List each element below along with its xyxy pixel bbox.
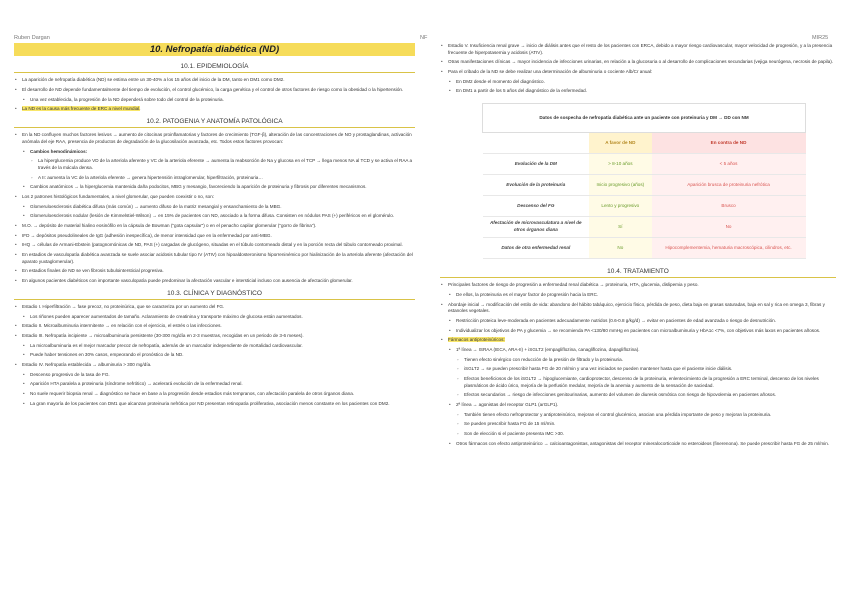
path-anatomic: • Cambios anatómicos → la hiperglucemia mantenida daña podocitos, MBG y mesangio, favoreciendo la aparición de proteinuria y fibrosis por diferentes mecanismos. (14, 184, 415, 191)
table-col-favor: A favor de ND (589, 132, 651, 153)
left-column (14, 58, 415, 410)
screening-dm2: • En DM2 desde el momento del diagnóstico. (440, 79, 836, 86)
tx-glp1-imc: ◦ Son de elección si el paciente presenta IMC >30. (440, 431, 836, 438)
path-ifd: • IFD → depósitos pseudolineales de IgG (adhesión inespecífica), de menor intensidad que en la enfermedad por anti-MBG. (14, 233, 415, 240)
tx-second-line: • 2ª línea → agonistas del receptor GLP1 (arGLP1). (440, 402, 836, 409)
path-ativ: • En estadios de vasculopatía diabética avanzada se suele asociar acidosis tubular tipo IV (ATIV) con hipoaldosteronismo hiporreninémico por hialinización de la arteriola aferente (afectación del aparato yuxtaglomerular). (14, 252, 415, 265)
path-diffuse: • Glomeruloesclerosis diabética difusa (más común) → aumento difuso de la matriz mesangial y ensanchamiento de la MBG. (14, 204, 415, 211)
path-patterns: • Los 2 patrones histológicos fundamentales, a nivel glomerular, que pueden coexistir o no, son: (14, 194, 415, 201)
tx-targets: • Individualizar los objetivos de PA y glucemia → se recomienda PA <130/80 mmHg en pacientes con microalbuminuria y HbA1c <7%, con objetivos más laxos en pacientes añosos. (440, 328, 836, 335)
tx-synergy: ◦ Tienen efecto sinérgico con reducción de la presión de filtrado y la proteinuria. (440, 357, 836, 364)
tx-first-line: • 1ª línea → ISRAA (IECA, ARA-II) + iSGLT2 (empagliflozina, canagliflozina, dapagliflozina). (440, 347, 836, 354)
tx-glp1-fg: ◦ Se pueden prescribir hasta FG de 15 ml/min. (440, 421, 836, 428)
author-name: Ruben Dargan (14, 35, 50, 41)
section-treatment: 10.4. TRATAMIENTO (440, 267, 836, 278)
section-clinical: 10.3. CLÍNICA Y DIAGNÓSTICO (14, 289, 415, 300)
stage-3-marker: • La microalbuminuria es el mejor marcador precoz de nefropatía, además de un marcador independiente de mortalidad cardiovascular. (14, 343, 415, 350)
section-pathogenesis: 10.2. PATOGENIA Y ANATOMÍA PATOLÓGICA (14, 117, 415, 128)
table-caption: Datos de sospecha de nefropatía diabética ante un paciente con proteinuria y DM → DD con NM (483, 103, 806, 132)
epi-factors: • El desarrollo de ND depende fundamentalmente del tiempo de evolución, el control glucémico, la carga genética y el control de otros factores de riesgo como la obesidad o la hipertensión. (14, 87, 415, 94)
header-code: NF (420, 35, 428, 41)
stage-1-detail: • Los riñones pueden aparecer aumentados de tamaño. Aclaramiento de creatinina y transporte máximo de glucosa están aumentados. (14, 314, 415, 321)
stage-4: • Estadio IV. Nefropatía establecida → albuminuria > 300 mg/día. (14, 362, 415, 369)
tx-protein-restriction: • Restricción proteica leve-moderada en pacientes adecuadamente nutridos (0.6-0.8 g/kg/d) → evitar en pacientes de edad avanzada o riesgo de desnutrición. (440, 318, 836, 325)
tx-isglt2-benefits: ◦ Efectos beneficiosos de los iSGLT2 → hipoglucemiante, cardioprotector, descenso de la proteinuria, enlentecimiento de la progresión a ERC terminal, descenso de los niveles plasmáticos de ácido úrico, mejoría de la perfusión medular, mejoría de la anemia y aumento de la sensación de saciedad. (440, 376, 836, 389)
tx-risk-factors: • Principales factores de riesgo de progresión a enfermedad renal diabética → proteinuria, HTA, glucemia, dislipemia y peso. (440, 282, 836, 289)
stage-4-biopsy: • No suele requerir biopsia renal → diagnóstico se hace en base a la progresión desde estadios más tempranos, con afectación paralela de otros órganos diana. (14, 391, 415, 398)
path-mo: • M.O. → depósito de material hialino eosinófilo en la cápsula de Bowman ("gota capsular") o en el penacho capilar glomerular ("gorro de fibrina"). (14, 223, 415, 230)
epi-incidence: • La aparición de nefropatía diabética (ND) se estima entre un 30-40% a los 15 años del inicio de la DM, tanto en DM1 como DM2. (14, 77, 415, 84)
path-factors: • En la ND confluyen muchos factores lesivos → aumento de citocinas proinflamatorias y factores de crecimiento (TGF-β), alteración de las concentraciones de NO y prostaglandinas, activación anómala del eje RAA, presencia de productos de degradación de la glucosilación avanzada, etc. Todos estos factores provocan: (14, 132, 415, 145)
stage-5: • Estadio V. Insuficiencia renal grave → inicio de diálisis antes que el resto de los pacientes con ERCA, debido a mayor riesgo cardiovascular, mayor velocidad de progresión, y a la presencia frecuente de hiperpotasemia y acidosis (ATIV). (440, 43, 836, 56)
table-row: Evolución de la proteinuria Inicio progresivo (años) Aparición brusca de proteinuria nefrótica (483, 174, 806, 195)
table-row: Datos de otra enfermedad renal No Hipocomplementemia, hematuria macroscópica, cilindros, etc. (483, 237, 806, 258)
table-row: Descenso del FG Lento y progresivo Brusco (483, 195, 806, 216)
stage-1: • Estadio I. Hiperfiltración → fase precoz, no proteinúrica, que se caracteriza por un aumento del FG. (14, 304, 415, 311)
screening-dm1: • En DM1 a partir de los 5 años del diagnóstico de la enfermedad. (440, 88, 836, 95)
table-row: Afectación de microvasculatura a nivel de otros órganos diana Sí No (483, 216, 806, 237)
tx-drugs-title: • Fármacos antiproteinúricos: (440, 337, 836, 344)
tx-proteinuria: • De ellos, la proteinuria es el mayor factor de progresión hacia la ERC. (440, 292, 836, 299)
right-column (440, 43, 836, 450)
tx-glp1-effects: ◦ También tienen efecto nefroprotector y antiproteinúrico, mejoran el control glucémico, asocian una pérdida importante de peso y mejoran la proteinuria. (440, 412, 836, 419)
epi-progression: • Una vez establecida, la progresión de la ND dependerá sobre todo del control de la proteinuria. (14, 97, 415, 104)
page-label: MIR25 (812, 35, 829, 41)
section-epidemiology: 10.1. EPIDEMIOLOGÍA (14, 62, 415, 73)
stage-2: • Estadio II. Microalbuminuria intermitente → en relación con el ejercicio, el estrés o las infecciones. (14, 323, 415, 330)
path-ihq: • IHQ → células de Armani-Ebstein (patognomónicas de ND, PAS (+) cargadas de glucógeno, situadas en el túbulo contorneado distal y en la porción recta del túbulo contorneado proximal. (14, 242, 415, 249)
path-fibrosis: • En estadios finales de ND se ven fibrosis tubulointersticial progresiva. (14, 268, 415, 275)
tx-isglt2: ◦ iSGLT2 → se pueden prescribir hasta FG de 20 ml/min y una vez iniciados se pueden mantener hasta que el paciente inicie diálisis. (440, 366, 836, 373)
tx-isglt2-adverse: ◦ Efectos secundarios → riesgo de infecciones genitourinarias, aumento del volumen de diuresis osmótica con riesgo de hipovolemia en pacientes añosos. (440, 392, 836, 399)
chapter-title: 10. Nefropatía diabética (ND) (14, 43, 415, 56)
table-row: Evolución de la DM > 8-10 años < 5 años (483, 153, 806, 174)
table-col-against: En contra de ND (652, 132, 806, 153)
stage-3-htn: • Puede haber tensiones en 30% casos, empeorando el pronóstico de la ND. (14, 352, 415, 359)
suspicion-table (482, 103, 806, 259)
path-hemo-1: ◦ La hiperglucemia produce VD de la arteriola aferente y VC de la arteriola eferente → aumenta la reabsorción de Na y glucosa en el TCP → llega menos NA al TCD y se activa el RAA a través de la mácula densa. (14, 158, 415, 171)
stage-4-fg: • Descenso progresivo de la tasa de FG. (14, 372, 415, 379)
stage-4-retino: • La gran mayoría de los pacientes con DM1 que alcanzan proteinuria nefrótica por ND presentan retinopatía proliferativa, asociación menos constante en los pacientes con DM2. (14, 401, 415, 408)
other-manifestations: • Otras manifestaciones clínicas → mayor incidencia de infecciones urinarias, en relación a la glucosuria o al desarrollo de complicaciones secundarias (vejiga neurógena, necrosis de papila). (440, 59, 836, 66)
screening: • Para el cribado de la ND se debe realizar una determinación de albuminuria o cociente Alb/Cr anual: (440, 69, 836, 76)
path-hemo-title: • Cambios hemodinámicos: (14, 149, 415, 156)
stage-3: • Estadio III. Nefropatía incipiente → microalbuminuria persistente (30-300 mg/día en 2-3 muestras, recogidas en un periodo de 3-6 meses). (14, 333, 415, 340)
epi-cause: • La ND es la causa más frecuente de ERC a nivel mundial. (14, 106, 415, 113)
tx-lifestyle: • Abordaje inicial → modificación del estilo de vida: abandono del hábito tabáquico, ejercicio físico, pérdida de peso, dieta baja en grasas saturadas, baja en sal y rica en omega 3, fibras y estanoles vegetales. (440, 302, 836, 315)
path-hemo-2: ◦ A II: aumenta la VC de la arteriola eferente → genera hipertensión intraglomerular, hiperfiltración, proteinuria… (14, 175, 415, 182)
stage-4-hta: • Aparición HTA paralela a proteinuria (síndrome nefrótico) → acelerará evolución de la enfermedad renal. (14, 381, 415, 388)
path-vascular: • En algunos pacientes diabéticos con importante vasculopatía puede predominar la afectación vascular e intersticial incluso con ausencia de afectación glomerular. (14, 278, 415, 285)
tx-other-drugs: • Otros fármacos con efecto antiproteinúrico → calcioantagonistas, antagonistas del receptor mineralocorticoide no esteroideos (finerenona). Se puede prescribir hasta FG de 25 ml/min. (440, 441, 836, 448)
path-nodular: • Glomeruloesclerosis nodular (lesión de Kimmelstiel-Wilson) → en 15% de pacientes con ND, asociado a la forma difusa. Consisten en nódulos PAS (+) periféricos en el glomérulo. (14, 213, 415, 220)
